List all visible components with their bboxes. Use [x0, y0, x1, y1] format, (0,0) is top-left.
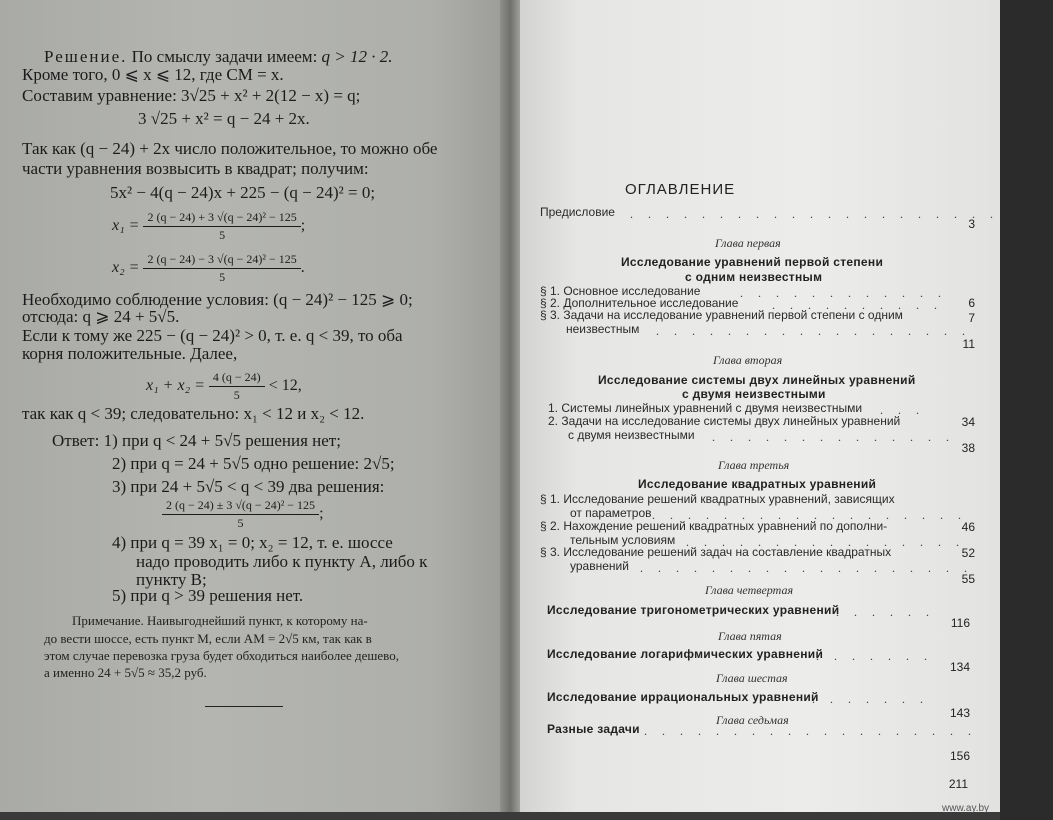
toc-chapter-title: Исследование логарифмических уравнений — [547, 647, 824, 661]
leader-dots: . . . . . . . . . . . . . . . . — [686, 535, 965, 549]
text-line: Если к тому же 225 − (q − 24)² > 0, т. е. q < 39, то оба — [22, 326, 403, 345]
fraction — [162, 498, 319, 531]
toc-title: ОГЛАВЛЕНИЕ — [625, 181, 736, 198]
toc-section: § 2. Нахождение решений квадратных уравнений по дополни- — [540, 519, 888, 533]
equation: 5x² − 4(q − 24)x + 225 − (q − 24)² = 0; — [110, 183, 376, 202]
leader-dots: . . . . . . . . . . — [772, 298, 943, 312]
toc-section: 1. Системы линейных уравнений с двумя неизвестными — [548, 401, 863, 415]
answer-1: Ответ: 1) при q < 24 + 5√5 решения нет; — [52, 431, 341, 450]
leader-dots: . . . . . . . . . . . . . . . . . . . — [640, 561, 973, 575]
leader-dots: . . . . . . . . . . . . . . . . . . . . . . . . — [630, 207, 1053, 221]
fraction-denominator: 5 — [233, 388, 240, 402]
toc-section: § 3. Задачи на исследование уравнений первой степени с одним — [540, 308, 903, 322]
toc-section: неизвестным — [566, 322, 640, 336]
leader-dots: . . . . . . — [836, 605, 935, 619]
toc-chapter: Глава пятая — [718, 629, 782, 643]
toc-last-page: 211 — [948, 777, 968, 791]
toc-chapter: Глава шестая — [716, 671, 788, 685]
text-line: так как q < 39; следовательно: x₁ < 12 и x₂ < 12. — [22, 404, 365, 423]
toc-page-number: 52 — [961, 546, 975, 560]
fraction-numerator: 4 (q − 24) — [209, 370, 265, 387]
text-line: части уравнения возвысить в квадрат; получим: — [22, 159, 369, 178]
solution-intro: По смыслу задачи имеем: — [131, 47, 318, 66]
text-line: Составим уравнение: 3√25 + x² + 2(12 − x) = q; — [22, 86, 361, 105]
toc-section: уравнений — [570, 559, 629, 573]
toc-chapter-title: Исследование тригонометрических уравнений — [547, 603, 840, 617]
leader-dots: . . . . . . . . . . . . . . — [712, 430, 955, 444]
toc-page-number: 46 — [961, 520, 975, 534]
note-line: этом случае перевозка груза будет обходиться наиболее дешево, — [44, 648, 399, 663]
toc-preface: Предисловие — [540, 205, 615, 219]
toc-chapter: Глава первая — [715, 236, 781, 250]
bottom-edge — [0, 812, 1000, 820]
fraction-numerator: 2 (q − 24) ± 3 √(q − 24)² − 125 — [162, 498, 319, 515]
solution-condition: q > 12 · 2. — [321, 47, 393, 66]
answer-3: 3) при 24 + 5√5 < q < 39 два решения: — [112, 477, 385, 496]
answer-4: 4) при q = 39 x₁ = 0; x₂ = 12, т. е. шоссе — [112, 533, 393, 552]
note-line: а именно 24 + 5√5 ≈ 35,2 руб. — [44, 665, 207, 680]
answer-4-cont: пункту B; — [136, 570, 207, 589]
toc-section: тельным условиям — [570, 533, 676, 547]
toc-page-number: 3 — [968, 217, 975, 231]
fraction-denominator: 5 — [219, 228, 226, 242]
text-line: Так как (q − 24) + 2x число положительное, то можно обе — [22, 139, 438, 158]
leader-dots: . . . — [880, 403, 925, 417]
toc-chapter-title: Исследование уравнений первой степени — [621, 255, 884, 269]
leader-dots: . . . . . . . — [812, 692, 929, 706]
toc-chapter: Глава вторая — [713, 353, 783, 367]
toc-chapter-title: Исследование иррациональных уравнений — [547, 690, 819, 704]
toc-section: § 1. Основное исследование — [540, 284, 701, 298]
toc-page-number: 34 — [961, 415, 975, 429]
equation-lhs: x₂ = — [112, 259, 140, 277]
equation-x2: x₂ = $\frac{\text{2 (q − 24) − 3 √(q − 24)² − 125}}{5}$ . — [112, 252, 305, 284]
text-line: Кроме того, 0 ⩽ x ⩽ 12, где CM = x. — [22, 65, 284, 84]
toc-page-number: 143 — [949, 706, 970, 720]
toc-chapter-title: с одним неизвестным — [685, 270, 823, 284]
toc-section: § 1. Исследование решений квадратных уравнений, зависящих — [540, 492, 895, 506]
equation-sum — [146, 370, 302, 403]
answer-2: 2) при q = 24 + 5√5 одно решение: 2√5; — [112, 454, 395, 473]
toc-page-number: 156 — [949, 749, 970, 763]
toc-section: 2. Задачи на исследование системы двух линейных уравнений — [548, 414, 901, 428]
toc-page-number: 116 — [950, 616, 970, 630]
equation-x1: x₁ = $\frac{\text{2 (q − 24) + 3 √(q − 24)² − 125}}{5}$ ; — [112, 210, 306, 242]
fraction — [143, 252, 300, 285]
toc-page-number: 38 — [961, 441, 975, 455]
toc-page-number: 134 — [949, 660, 970, 674]
leader-dots: . . . . . . . . . . . . . . . . . . — [652, 508, 967, 522]
answer-4-cont: надо проводить либо к пункту A, либо к — [136, 552, 428, 571]
equation-lhs: x₁ + x₂ = — [146, 377, 205, 395]
toc-section: § 2. Дополнительное исследование — [540, 296, 739, 310]
section-divider — [205, 706, 283, 707]
leader-dots: . . . . . . . — [816, 649, 933, 663]
fraction — [209, 370, 265, 403]
toc-chapter-title: Исследование квадратных уравнений — [638, 477, 877, 491]
toc-chapter: Глава третья — [718, 458, 790, 472]
toc-chapter: Глава седьмая — [716, 713, 789, 727]
leader-dots: . . . . . . . . . . . . . . . . . . — [656, 324, 971, 338]
toc-section: с двумя неизвестными — [568, 428, 695, 442]
leader-dots: . . . . . . . . . . . . — [740, 286, 947, 300]
watermark: www.ay.by — [942, 803, 990, 814]
answer-5: 5) при q > 39 решения нет. — [112, 586, 304, 605]
solution-heading: Решение. — [44, 47, 128, 66]
note-line: Примечание. Наивыгоднейший пункт, к которому на- — [72, 613, 368, 628]
leader-dots: . . . . . . . . . . . . . . . . . . . — [644, 724, 977, 738]
text-line: Необходимо соблюдение условия: (q − 24)² − 125 ⩾ 0; — [22, 290, 413, 309]
toc-chapter-title: Разные задачи — [547, 722, 640, 736]
fraction-denominator: 5 — [237, 516, 244, 530]
equation: 3 √25 + x² = q − 24 + 2x. — [138, 109, 310, 128]
toc-page-number: 11 — [962, 337, 975, 351]
fraction-denominator: 5 — [219, 270, 226, 284]
toc-page-number: 55 — [961, 572, 975, 586]
toc-chapter-title: с двумя неизвестными — [682, 387, 826, 401]
toc-chapter: Глава четвертая — [705, 583, 794, 597]
toc-page-number: 6 — [968, 296, 975, 310]
answer-3-formula: $\frac{\text{2 (q − 24) ± 3 √(q − 24)² − 125}}{5}$ ; — [162, 498, 324, 531]
text-line: корня положительные. Далее, — [22, 344, 238, 363]
solution-line-1 — [44, 48, 393, 65]
fraction — [143, 210, 300, 243]
fraction-numerator: 2 (q − 24) + 3 √(q − 24)² − 125 — [143, 210, 300, 227]
text-line: отсюда: q ⩾ 24 + 5√5. — [22, 307, 180, 326]
note-line: до вести шоссе, есть пункт M, если AM = 2√5 км, так как в — [44, 631, 372, 646]
equation-lhs: x₁ = — [112, 217, 140, 235]
toc-section: от параметров — [570, 506, 652, 520]
fraction-numerator: 2 (q − 24) − 3 √(q − 24)² − 125 — [143, 252, 300, 269]
toc-chapter-title: Исследование системы двух линейных уравнений — [598, 373, 916, 387]
toc-page-number: 7 — [968, 311, 975, 325]
equation-rhs: < 12, — [268, 377, 302, 395]
toc-section: § 3. Исследование решений задач на составление квадратных — [540, 545, 892, 559]
